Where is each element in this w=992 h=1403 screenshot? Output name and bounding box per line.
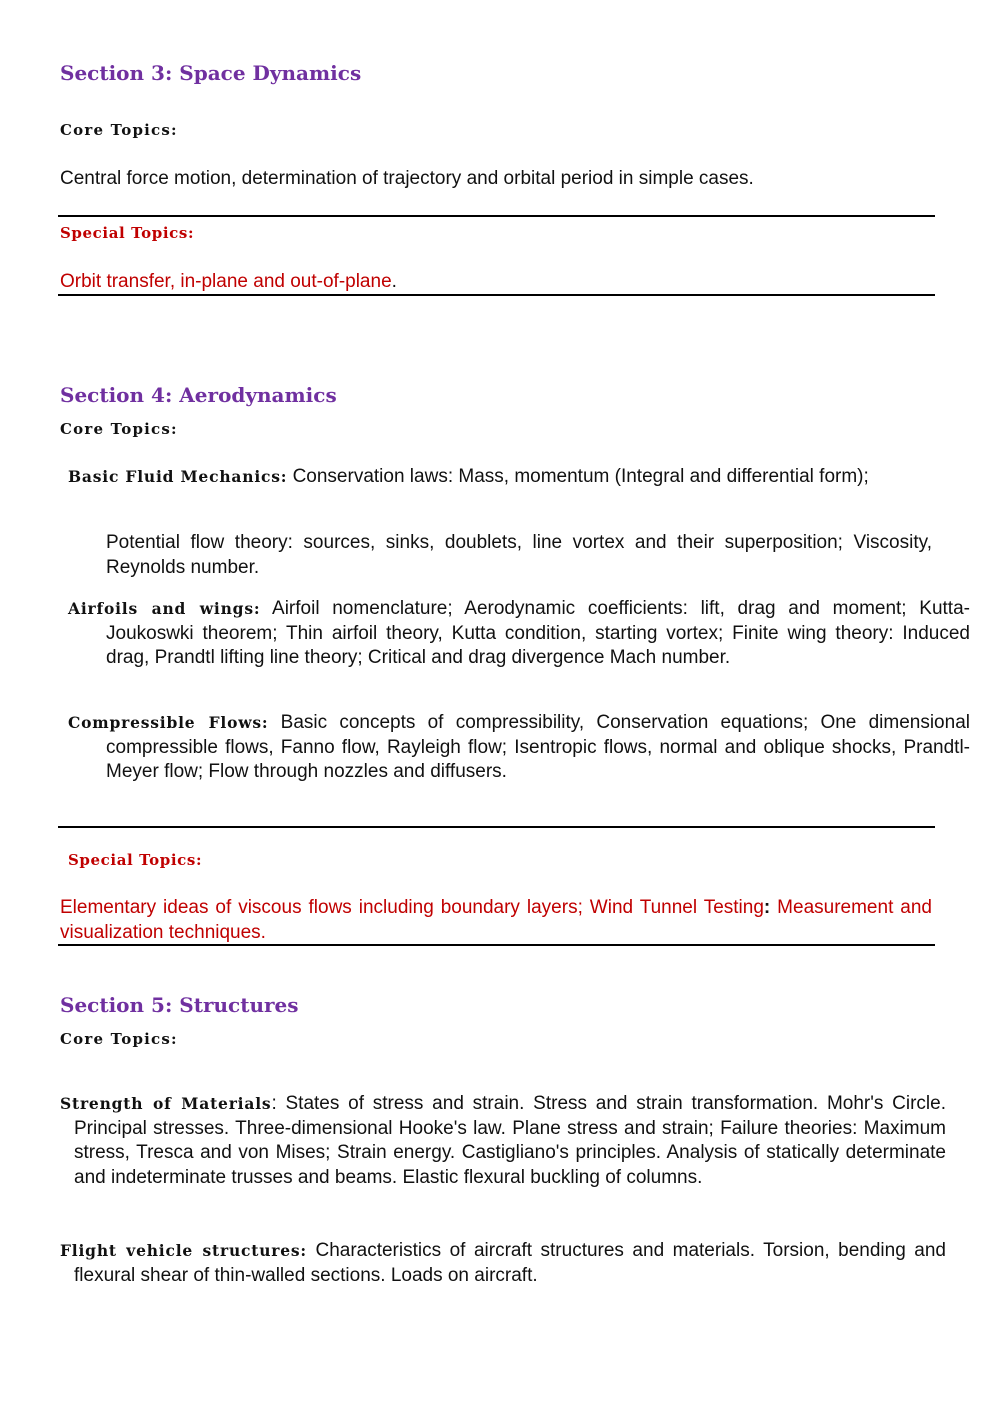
topic-text: : States of stress and strain. Stress and strain transformation. Mohr's Circle. Principal stresses. Three-dimensional Hooke's law. Plane stress and strain; Failure theories: Maximum stress, Tresca and von Mises; Strain energy. Castigliano's principles. Analysis of statically determinate and indeterminate trusses and beams. Elastic flexural buckling of columns. [74,1093,946,1188]
divider [58,826,935,828]
topic-label: Flight vehicle structures: [60,1241,307,1260]
section-5-core-label: Core Topics: [60,1030,178,1048]
topic-text: Conservation laws: Mass, momentum (Integral and differential form); [287,466,869,487]
topic-label: Airfoils and wings: [68,599,261,618]
section-4-topic-airfoils [68,597,970,671]
topic-label: Compressible Flows: [68,713,269,732]
section-4-topic-basic-fluid [68,465,970,490]
section-3-core-label: Core Topics: [60,121,178,139]
section-3-special-label: Special Topics: [60,224,195,242]
section-4-special-text [60,896,932,945]
divider [58,944,935,946]
topic-text: Potential flow theory: sources, sinks, doublets, line vortex and their superposition; Viscosity, Reynolds number. [106,532,932,578]
section-5-topic-strength [60,1092,946,1190]
special-colon: : [763,897,771,918]
section-4-core-label: Core Topics: [60,420,178,438]
section-3-title: Section 3: Space Dynamics [60,61,362,85]
divider [58,294,935,296]
section-4-topic-compressible [68,711,970,785]
section-5-title: Section 5: Structures [60,993,299,1017]
section-3-special-text [60,270,935,295]
section-3-special-period: . [391,271,397,292]
topic-label: Basic Fluid Mechanics: [68,467,288,486]
topic-text: Characteristics of aircraft structures and materials. Torsion, bending and flexural shear of thin-walled sections. Loads on aircraft. [74,1240,946,1286]
special-topics-a: Elementary ideas of viscous flows including boundary layers; Wind Tunnel Testing [60,897,764,918]
section-3-special-topics: Orbit transfer, in-plane and out-of-plane [60,271,392,292]
section-5-topic-flight-vehicle [60,1239,946,1288]
section-4-title: Section 4: Aerodynamics [60,383,337,407]
topic-text: Airfoil nomenclature; Aerodynamic coefficients: lift, drag and moment; Kutta-Joukoswki theorem; Thin airfoil theory, Kutta condition, starting vortex; Finite wing theory: Induced drag, Prandtl lifting line theory; Critical and drag divergence Mach number. [106,598,970,668]
topic-label: Strength of Materials [60,1094,272,1113]
section-3-core-text: Central force motion, determination of trajectory and orbital period in simple cases. [60,168,754,189]
divider [58,215,935,217]
special-topics-b: Measurement and visualization techniques. [60,897,932,943]
section-4-topic-potential-flow [106,531,932,580]
topic-text: Basic concepts of compressibility, Conservation equations; One dimensional compressible flows, Fanno flow, Rayleigh flow; Isentropic flows, normal and oblique shocks, Prandtl-Meyer flow; Flow through nozzles and diffusers. [106,712,970,782]
section-4-special-label: Special Topics: [68,851,203,869]
